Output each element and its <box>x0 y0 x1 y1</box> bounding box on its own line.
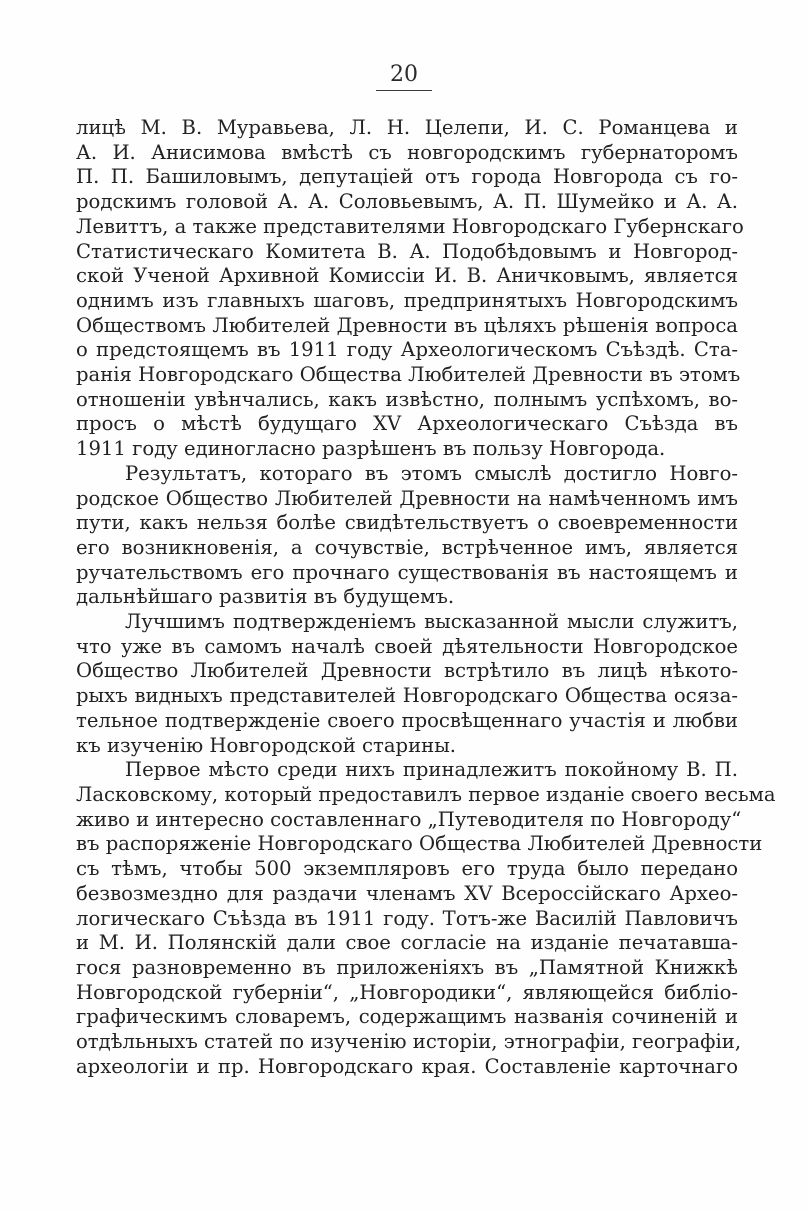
text-line: живо и интересно составленнаго „Путеводителя по Новгороду“ <box>76 807 742 831</box>
text-line: ской Ученой Архивной Комиссіи И. В. Аничковымъ, является <box>76 264 738 288</box>
text-line: ранія Новгородскаго Общества Любителей Древности въ этомъ <box>76 363 741 387</box>
page-number-text: 20 <box>376 62 432 91</box>
text-line: Статистическаго Комитета В. А. Подобѣдовымъ и Новгород- <box>76 239 738 263</box>
text-line: о предстоящемъ въ 1911 году Археологическомъ Съѣздѣ. Ста- <box>76 338 738 362</box>
text-line: однимъ изъ главныхъ шаговъ, предпринятыхъ Новгородскимъ <box>76 288 738 312</box>
text-line: Первое мѣсто среди нихъ принадлежитъ покойному В. П. <box>125 758 738 782</box>
text-line: Левиттъ, а также представителями Новгородскаго Губернскаго <box>76 214 744 238</box>
text-line: просъ о мѣстѣ будущаго XV Археологическаго Съѣзда въ <box>76 412 738 436</box>
text-line: отношеніи увѣнчались, какъ извѣстно, полнымъ успѣхомъ, во- <box>76 387 738 411</box>
text-line: археологіи и пр. Новгородскаго края. Составленіе карточнаго <box>76 1054 738 1078</box>
body-text <box>76 116 776 1079</box>
text-line: безвозмездно для раздачи членамъ XV Всероссійскаго Архео- <box>76 881 738 905</box>
text-line: родское Общество Любителей Древности на намѣченномъ имъ <box>76 486 738 510</box>
text-line: его возникновенія, а сочувствіе, встрѣченное имъ, является <box>76 535 738 559</box>
text-line: Ласковскому, который предоставилъ первое изданіе своего весьма <box>76 782 776 806</box>
text-line: тельное подтвержденіе своего просвѣщеннаго участія и любви <box>76 708 738 732</box>
text-line: графическимъ словаремъ, содержащимъ названія сочиненій и <box>76 1005 738 1029</box>
text-line: Общество Любителей Древности встрѣтило въ лицѣ нѣкото- <box>76 659 738 683</box>
text-line: П. П. Башиловымъ, депутаціей отъ города Новгорода съ го- <box>76 165 738 189</box>
text-line: Результатъ, котораго въ этомъ смыслѣ достигло Новго- <box>125 461 738 485</box>
text-line: дальнѣйшаго развитія въ будущемъ. <box>76 585 455 609</box>
text-line: что уже въ самомъ началѣ своей дѣятельности Новгородское <box>76 634 738 658</box>
text-line: къ изученію Новгородской старины. <box>76 733 457 757</box>
text-line: лицѣ М. В. Муравьева, Л. Н. Целепи, И. С. Романцева и <box>76 116 738 139</box>
text-line: логическаго Съѣзда въ 1911 году. Тотъ-же Василій Павловичъ <box>76 906 738 930</box>
text-line: пути, какъ нельзя болѣе свидѣтельствуетъ о своевременности <box>76 511 738 535</box>
text-line: ручательствомъ его прочнаго существованія въ настоящемъ и <box>76 560 738 584</box>
text-line: А. И. Анисимова вмѣстѣ съ новгородскимъ губернаторомъ <box>76 140 738 164</box>
page-number <box>0 62 808 91</box>
text-line: съ тѣмъ, чтобы 500 экземпляровъ его труда было передано <box>76 857 738 881</box>
text-line: и М. И. Полянскій дали свое согласіе на изданіе печатавша- <box>76 931 738 955</box>
text-line: Новгородской губерніи“, „Новгородики“, являющейся библіо- <box>76 980 738 1004</box>
text-line: гося разновременно въ приложеніяхъ въ „Памятной Книжкѣ <box>76 955 738 979</box>
text-line: въ распоряженіе Новгородскаго Общества Любителей Древности <box>76 832 763 856</box>
text-line: родскимъ головой А. А. Соловьевымъ, А. П. Шумейко и А. А. <box>76 190 738 214</box>
text-line: Лучшимъ подтвержденіемъ высказанной мысли служитъ, <box>125 610 738 634</box>
text-line: Обществомъ Любителей Древности въ цѣляхъ рѣшенія вопроса <box>76 313 738 337</box>
text-line: рыхъ видныхъ представителей Новгородскаго Общества осяза- <box>76 684 738 708</box>
text-line: 1911 году единогласно разрѣшенъ въ пользу Новгорода. <box>76 437 666 461</box>
text-line: отдѣльныхъ статей по изученію исторіи, этнографіи, географіи, <box>76 1030 742 1054</box>
